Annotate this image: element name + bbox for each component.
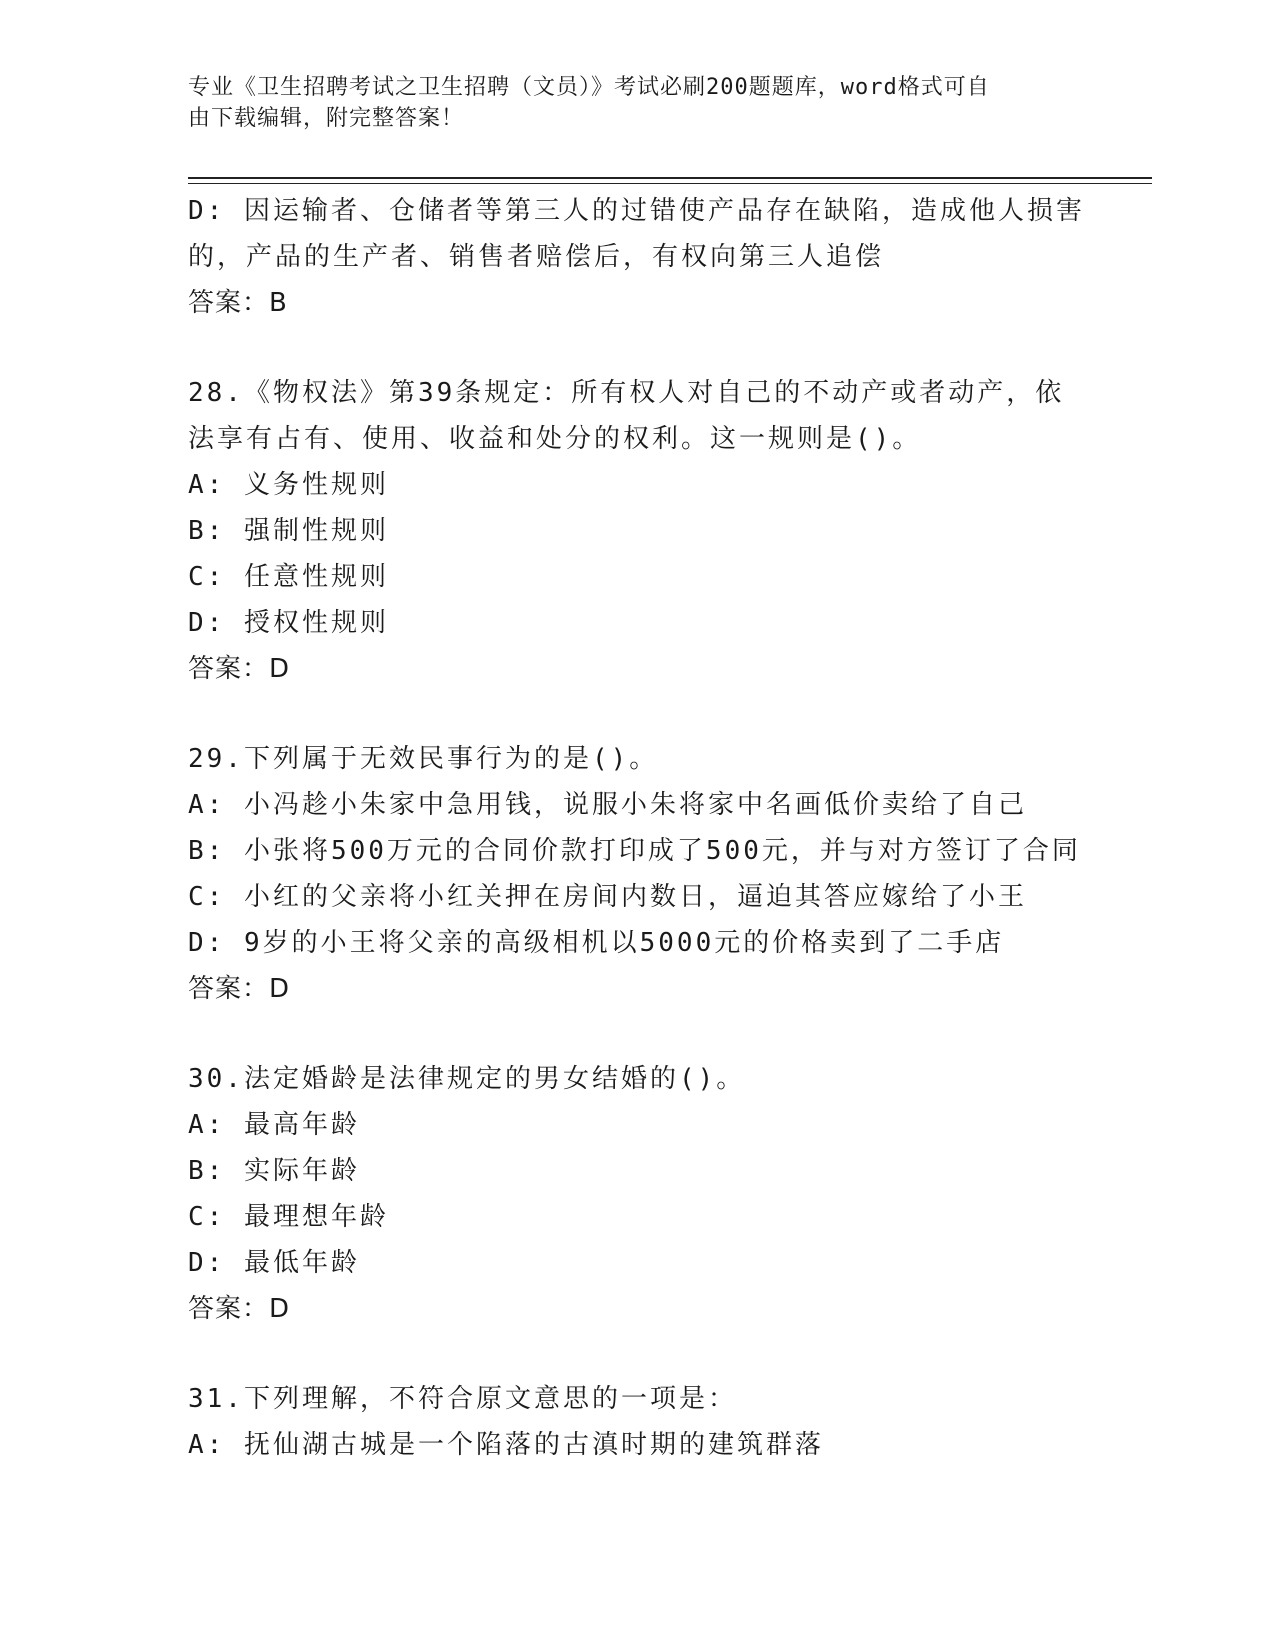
option-d-line-1: D: 因运输者、仓储者等第三人的过错使产品存在缺陷，造成他人损害 — [188, 196, 1085, 226]
option-b: B: 实际年龄 — [188, 1156, 360, 1186]
option-c: C: 小红的父亲将小红关押在房间内数日，逼迫其答应嫁给了小王 — [188, 882, 1027, 912]
header-line-2: 由下载编辑，附完整答案！ — [188, 106, 465, 131]
question-text-line-1: 31.下列理解，不符合原文意思的一项是： — [188, 1384, 737, 1414]
answer: 答案：D — [188, 1294, 291, 1324]
question-text-line-1: 28.《物权法》第39条规定：所有权人对自己的不动产或者动产，依 — [188, 378, 1065, 408]
question-text-line-1: 29.下列属于无效民事行为的是()。 — [188, 744, 659, 774]
option-a: A: 小冯趁小朱家中急用钱，说服小朱将家中名画低价卖给了自己 — [188, 790, 1027, 820]
header-divider-thick — [188, 177, 1152, 179]
option-d: D: 9岁的小王将父亲的高级相机以5000元的价格卖到了二手店 — [188, 928, 1005, 958]
question-27-tail — [188, 188, 1088, 326]
spacer — [188, 1012, 1088, 1056]
header-divider-thin — [188, 183, 1152, 184]
question-28 — [188, 370, 1088, 692]
option-a: A: 抚仙湖古城是一个陷落的古滇时期的建筑群落 — [188, 1430, 824, 1460]
option-a: A: 最高年龄 — [188, 1110, 360, 1140]
question-29 — [188, 736, 1088, 1012]
option-c: C: 任意性规则 — [188, 562, 389, 592]
option-a: A: 义务性规则 — [188, 470, 389, 500]
spacer — [188, 692, 1088, 736]
question-31 — [188, 1376, 1088, 1468]
spacer — [188, 1332, 1088, 1376]
question-30 — [188, 1056, 1088, 1332]
option-b: B: 小张将500万元的合同价款打印成了500元，并与对方签订了合同 — [188, 836, 1081, 866]
option-d: D: 最低年龄 — [188, 1248, 360, 1278]
document-header — [188, 72, 1068, 134]
answer: 答案：D — [188, 654, 291, 684]
header-line-1: 专业《卫生招聘考试之卫生招聘（文员）》考试必刷200题题库，word格式可自 — [188, 75, 990, 100]
question-text-line-2: 法享有占有、使用、收益和处分的权利。这一规则是()。 — [188, 424, 922, 454]
document-body — [188, 188, 1088, 1468]
spacer — [188, 326, 1088, 370]
question-text-line-1: 30.法定婚龄是法律规定的男女结婚的()。 — [188, 1064, 746, 1094]
answer: 答案：B — [188, 288, 288, 318]
option-d: D: 授权性规则 — [188, 608, 389, 638]
option-d-line-2: 的，产品的生产者、销售者赔偿后，有权向第三人追偿 — [188, 242, 885, 272]
answer: 答案：D — [188, 974, 291, 1004]
option-b: B: 强制性规则 — [188, 516, 389, 546]
option-c: C: 最理想年龄 — [188, 1202, 389, 1232]
